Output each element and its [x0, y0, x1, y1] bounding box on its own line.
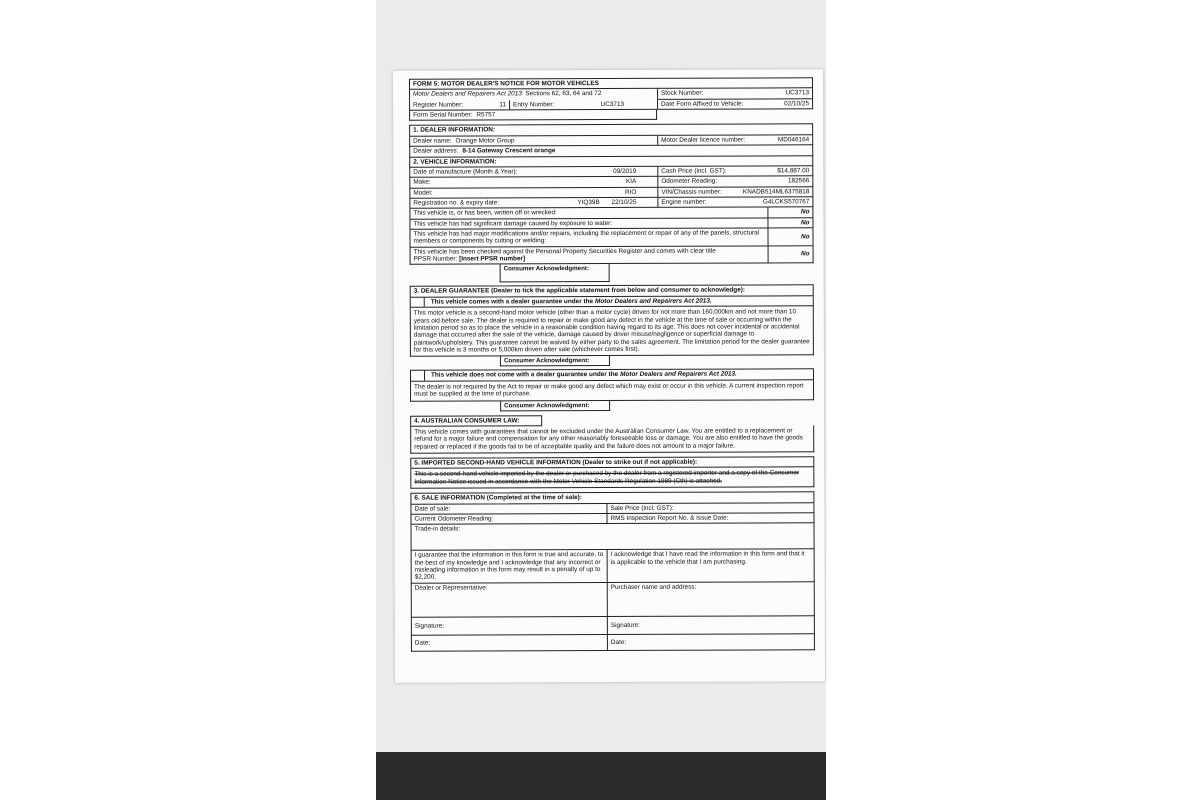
written-off-question: This vehicle is, or has been, written off or wrecked:	[410, 208, 768, 219]
dealer-signature-cell[interactable]	[412, 617, 608, 635]
make-cell	[410, 177, 658, 187]
dealer-licence-value: MD046164	[777, 136, 810, 144]
guarantee-option-2-paragraph: The dealer is not required by the Act to repair or make good any defect which may exist or occur in this vehicle. A current inspection report must be supplied at the time of purchase.	[414, 382, 804, 398]
ppsr-question-text: This vehicle has been checked against the Personal Property Securities Register and comes with clear title	[413, 247, 716, 256]
registration-cell	[410, 198, 658, 208]
registration-expiry: 22/10/25	[611, 198, 637, 206]
purchaser-name-label: Purchaser name and address:	[610, 583, 697, 591]
dealer-name-label: Dealer name:	[413, 137, 452, 145]
modifications-question: This vehicle has had major modifications and/or repairs, including the replacement or repair of any of the panels, structural members or components by cutting or welding:	[410, 228, 768, 246]
guarantee-option-1-checkbox[interactable]	[411, 297, 425, 306]
register-row	[409, 99, 813, 111]
purchaser-date-cell[interactable]	[608, 634, 814, 650]
current-odometer-cell[interactable]	[411, 514, 607, 524]
sale-price-cell[interactable]	[607, 503, 813, 513]
form-serial-cell	[410, 110, 656, 120]
sale-date-cell[interactable]	[411, 504, 607, 514]
vehicle-info-heading: 2. VEHICLE INFORMATION:	[413, 157, 497, 166]
registration-label: Registration no. & expiry date:	[413, 199, 500, 207]
vin-cell	[658, 187, 812, 197]
entry-number-label: Entry Number:	[513, 100, 555, 109]
dealer-licence-label: Motor Dealer licence number:	[661, 136, 746, 144]
guarantee-option-2-act: Motor Dealers and Repairers Act 2013.	[620, 371, 737, 379]
paper-sheet	[393, 69, 825, 682]
model-cell	[410, 187, 658, 197]
date-affixed-cell	[658, 99, 812, 109]
sale-heading: 6. SALE INFORMATION (Completed at the time of sale):	[414, 494, 582, 502]
dealer-info-heading: 1. DEALER INFORMATION:	[413, 126, 496, 135]
guarantee-option-2-para-row	[410, 380, 814, 401]
odometer-value: 182566	[787, 177, 810, 185]
water-damage-answer: No	[800, 218, 810, 227]
stock-number-value: UC3713	[785, 89, 810, 97]
make-label: Make:	[413, 178, 431, 186]
guarantee-option-1-label	[425, 296, 813, 307]
guarantee-option-1-para-row	[410, 306, 814, 357]
water-damage-question: This vehicle has had significant damage caused by exposure to water:	[410, 218, 768, 229]
dealer-guarantee-statement: I guarantee that the information in this form is true and accurate, to the best of my knowledge and I acknowledge that any incorrect or misleading information in this form may result in a penalty of up to $2,200.	[412, 550, 608, 582]
vin-label: VIN/Chassis number:	[661, 188, 722, 196]
model-value: RIO	[624, 188, 637, 196]
odometer-label: Odometer Reading:	[661, 177, 718, 186]
registration-values	[577, 199, 636, 207]
dealer-date-cell[interactable]	[412, 635, 608, 651]
dealer-date-label: Date:	[414, 639, 431, 647]
engine-value: G4LCKS570767	[762, 198, 810, 206]
sale-date-label: Date of sale:	[414, 505, 451, 513]
dealer-licence-cell	[658, 135, 812, 145]
manufacture-date-value: 09/2019	[613, 167, 637, 175]
make-value: KIA	[625, 178, 637, 186]
register-number-value: 11	[499, 101, 507, 109]
entry-number-value: UC3713	[600, 100, 625, 108]
sale-price-label: Sale Price (incl. GST):	[610, 504, 674, 512]
act-name: Motor Dealers and Repairers Act 2013	[413, 90, 522, 99]
vin-value: KNADB514ML6375818	[742, 187, 810, 196]
purchaser-name-cell[interactable]	[608, 582, 814, 616]
dealer-address-value: 8-14 Gateway Crescent orange	[462, 147, 556, 155]
register-number-label: Register Number:	[413, 101, 464, 109]
guarantee-option-1-acknowledgment: Consumer Acknowledgment:	[500, 356, 610, 367]
manufacture-date-label: Date of manufacture (Month & Year):	[413, 168, 518, 176]
engine-cell	[658, 197, 812, 207]
representative-row	[411, 582, 815, 617]
dealer-name-value: Orange Motor Group	[455, 137, 515, 145]
declaration-row	[411, 550, 815, 584]
ppsr-answer: No	[801, 250, 810, 258]
ppsr-row	[410, 246, 814, 265]
rms-inspection-label: RMS Inspection Report No. & Issue Date:	[610, 514, 729, 522]
dealer-address-label: Dealer address:	[413, 147, 459, 155]
cash-price-cell	[658, 166, 812, 176]
signature-row	[411, 616, 815, 635]
guarantee-option-2-acknowledgment: Consumer Acknowledgment:	[500, 401, 610, 412]
manufacture-date-cell	[410, 167, 658, 177]
stock-number-label: Stock Number:	[661, 90, 704, 98]
vehicle-consumer-acknowledgment: Consumer Acknowledgment:	[500, 264, 610, 282]
dealer-address-cell	[410, 145, 812, 156]
current-odometer-label: Current Odometer Reading:	[414, 515, 494, 523]
modifications-row	[409, 228, 813, 247]
act-sections: : Sections 62, 63, 64 and 72	[521, 90, 602, 98]
dealer-signature-label: Signature:	[414, 622, 445, 630]
imported-paragraph: This is a second-hand vehicle imported by the dealer or purchased by the dealer from a registered importer and a copy of the Consumer Information Notice issued in accordance with the Motor Vehicle Standards Regulation 1989 (Cth) is attached.	[414, 469, 800, 486]
acl-heading: 4. AUSTRALIAN CONSUMER LAW:	[414, 416, 520, 425]
sign-date-row	[411, 634, 815, 651]
form-serial-value: R5757	[476, 111, 496, 119]
acl-heading-row	[410, 415, 542, 427]
written-off-answer: No	[800, 208, 810, 216]
trade-in-label: Trade-in details:	[414, 525, 461, 533]
date-affixed-label: Date Form Affixed to Vehicle:	[661, 100, 744, 108]
trade-in-row	[411, 524, 815, 551]
purchaser-acknowledge-statement: I acknowledge that I have read the information in this form and that it is applicable to the vehicle that I am purchasing.	[610, 550, 805, 566]
form-title: FORM 5: MOTOR DEALER'S NOTICE FOR MOTOR VEHICLES	[412, 80, 599, 88]
motor-dealer-form	[409, 77, 815, 651]
guarantee-option-2-text: This vehicle does not come with a dealer guarantee under the	[430, 371, 619, 380]
modifications-answer: No	[800, 233, 810, 241]
purchaser-signature-cell[interactable]	[608, 616, 814, 634]
engine-label: Engine number:	[661, 198, 707, 206]
purchaser-date-label: Date:	[610, 638, 627, 646]
registration-number: YIQ39B	[577, 198, 600, 207]
register-number-cell	[410, 100, 510, 110]
entry-number-cell	[510, 100, 658, 110]
guarantee-option-1-paragraph: This motor vehicle is a second-hand motor vehicle (other than a motor cycle) driven for not more than 160,000km and not more than 10 years old before sale. The dealer is required to repair or make good any defect in the vehicle at the time of sale or occurring within the limitation period so as to place the vehicle in a reasonable condition having regard to its age. This does not cover incidental or accidental damage that occurred after the sale of the vehicle, damage caused by driver misuse/negligence or superficial damage to paintwork/upholstery. This guarantee cannot be waived by either party to the sales agreement. The limitation period for the dealer guarantee for this vehicle is 3 months or 5,000km driven after sale (whichever comes first).	[413, 308, 810, 354]
trade-in-cell[interactable]	[412, 524, 814, 550]
ppsr-number-placeholder: [Insert PPSR number]	[459, 255, 526, 263]
rms-inspection-cell[interactable]	[607, 513, 813, 523]
guarantee-option-2-label	[425, 370, 813, 381]
acl-paragraph: This vehicle comes with guarantees that cannot be excluded under the Australian Consumer Law. You are entitled to a replacement or refund for a major failure and compensation for any other reasonably foreseeable loss or damage. You are also entitled to have the goods repaired or replaced if the goods fail to be of acceptable quality and the failure does not amount to a major failure.	[414, 427, 803, 451]
cash-price-label: Cash Price (incl. GST):	[661, 167, 727, 175]
acl-para-row	[410, 425, 814, 453]
guarantee-option-1-text: This vehicle comes with a dealer guarantee under the	[430, 297, 594, 306]
ppsr-number-label: PPSR Number:	[413, 255, 458, 263]
date-affixed-value: 02/10/25	[784, 100, 810, 108]
stock-number-cell	[658, 89, 812, 100]
imported-heading: 5. IMPORTED SECOND-HAND VEHICLE INFORMATION (Dealer to strike out if not applicable):	[414, 458, 698, 467]
guarantee-option-1-act: Motor Dealers and Repairers Act 2013.	[595, 297, 712, 305]
guarantee-option-2-checkbox[interactable]	[411, 371, 425, 380]
purchaser-signature-label: Signature:	[610, 621, 641, 629]
model-label: Model:	[413, 189, 433, 197]
dealer-representative-label: Dealer or Representative:	[414, 584, 488, 592]
form-serial-label: Form Serial Number:	[413, 111, 473, 119]
odometer-cell	[658, 177, 812, 187]
dealer-representative-cell[interactable]	[412, 583, 608, 617]
imported-para-row	[410, 468, 814, 489]
table-edge	[376, 752, 826, 800]
guarantee-heading: 3. DEALER GUARANTEE (Dealer to tick the applicable statement from below and consumer to acknowledge):	[413, 286, 746, 296]
cash-price-value: $14,887.00	[777, 167, 810, 175]
ppsr-question	[411, 246, 769, 264]
dealer-name-cell	[410, 136, 658, 146]
